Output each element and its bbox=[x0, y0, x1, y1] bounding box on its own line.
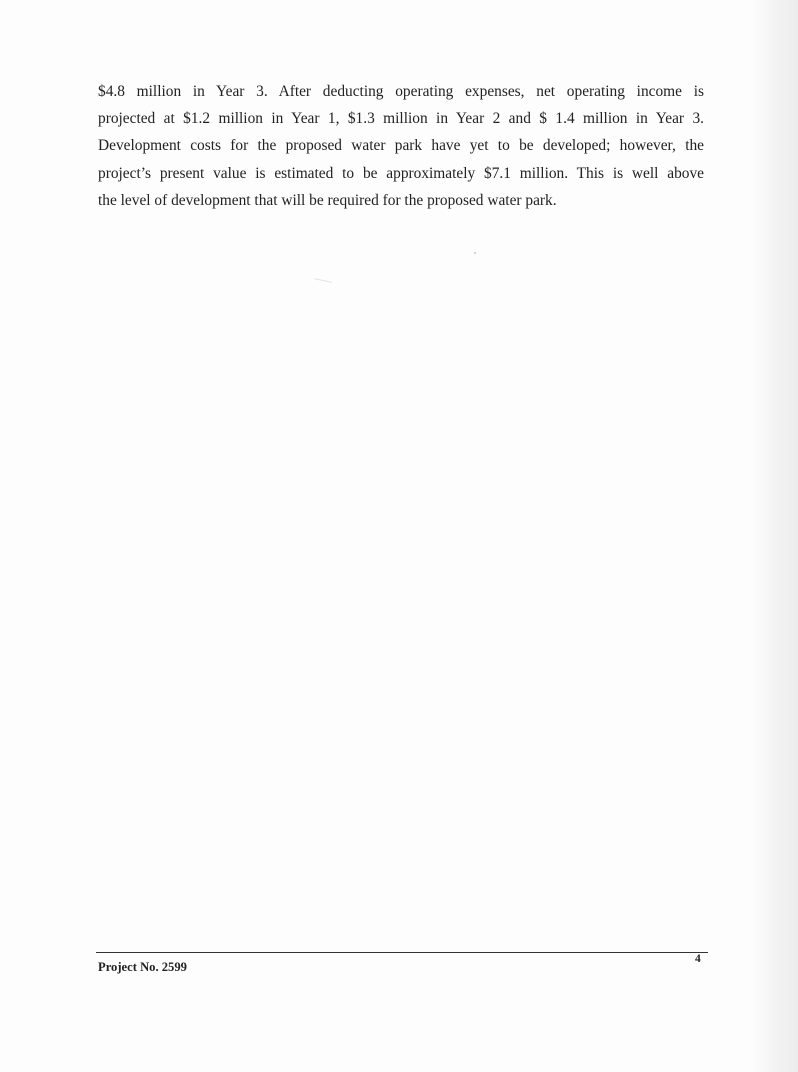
footer-divider bbox=[96, 952, 708, 953]
page-number: 4 bbox=[695, 953, 701, 965]
scan-streak bbox=[314, 278, 332, 283]
body-paragraph bbox=[98, 78, 704, 214]
paragraph-line: project’s present value is estimated to be approximately $7.1 million. This is well above bbox=[98, 164, 704, 182]
footer-project-number: Project No. 2599 bbox=[98, 960, 187, 974]
paragraph-line: projected at $1.2 million in Year 1, $1.3 million in Year 2 and $ 1.4 million in Year 3. bbox=[98, 110, 704, 128]
paragraph-line: the level of development that will be required for the proposed water park. bbox=[98, 191, 557, 209]
scan-shadow-edge bbox=[752, 0, 798, 1072]
paragraph-line: Development costs for the proposed water park have yet to be developed; however, the bbox=[98, 137, 704, 155]
scan-speck bbox=[474, 252, 476, 254]
paragraph-line: $4.8 million in Year 3. After deducting operating expenses, net operating income is bbox=[98, 83, 704, 100]
